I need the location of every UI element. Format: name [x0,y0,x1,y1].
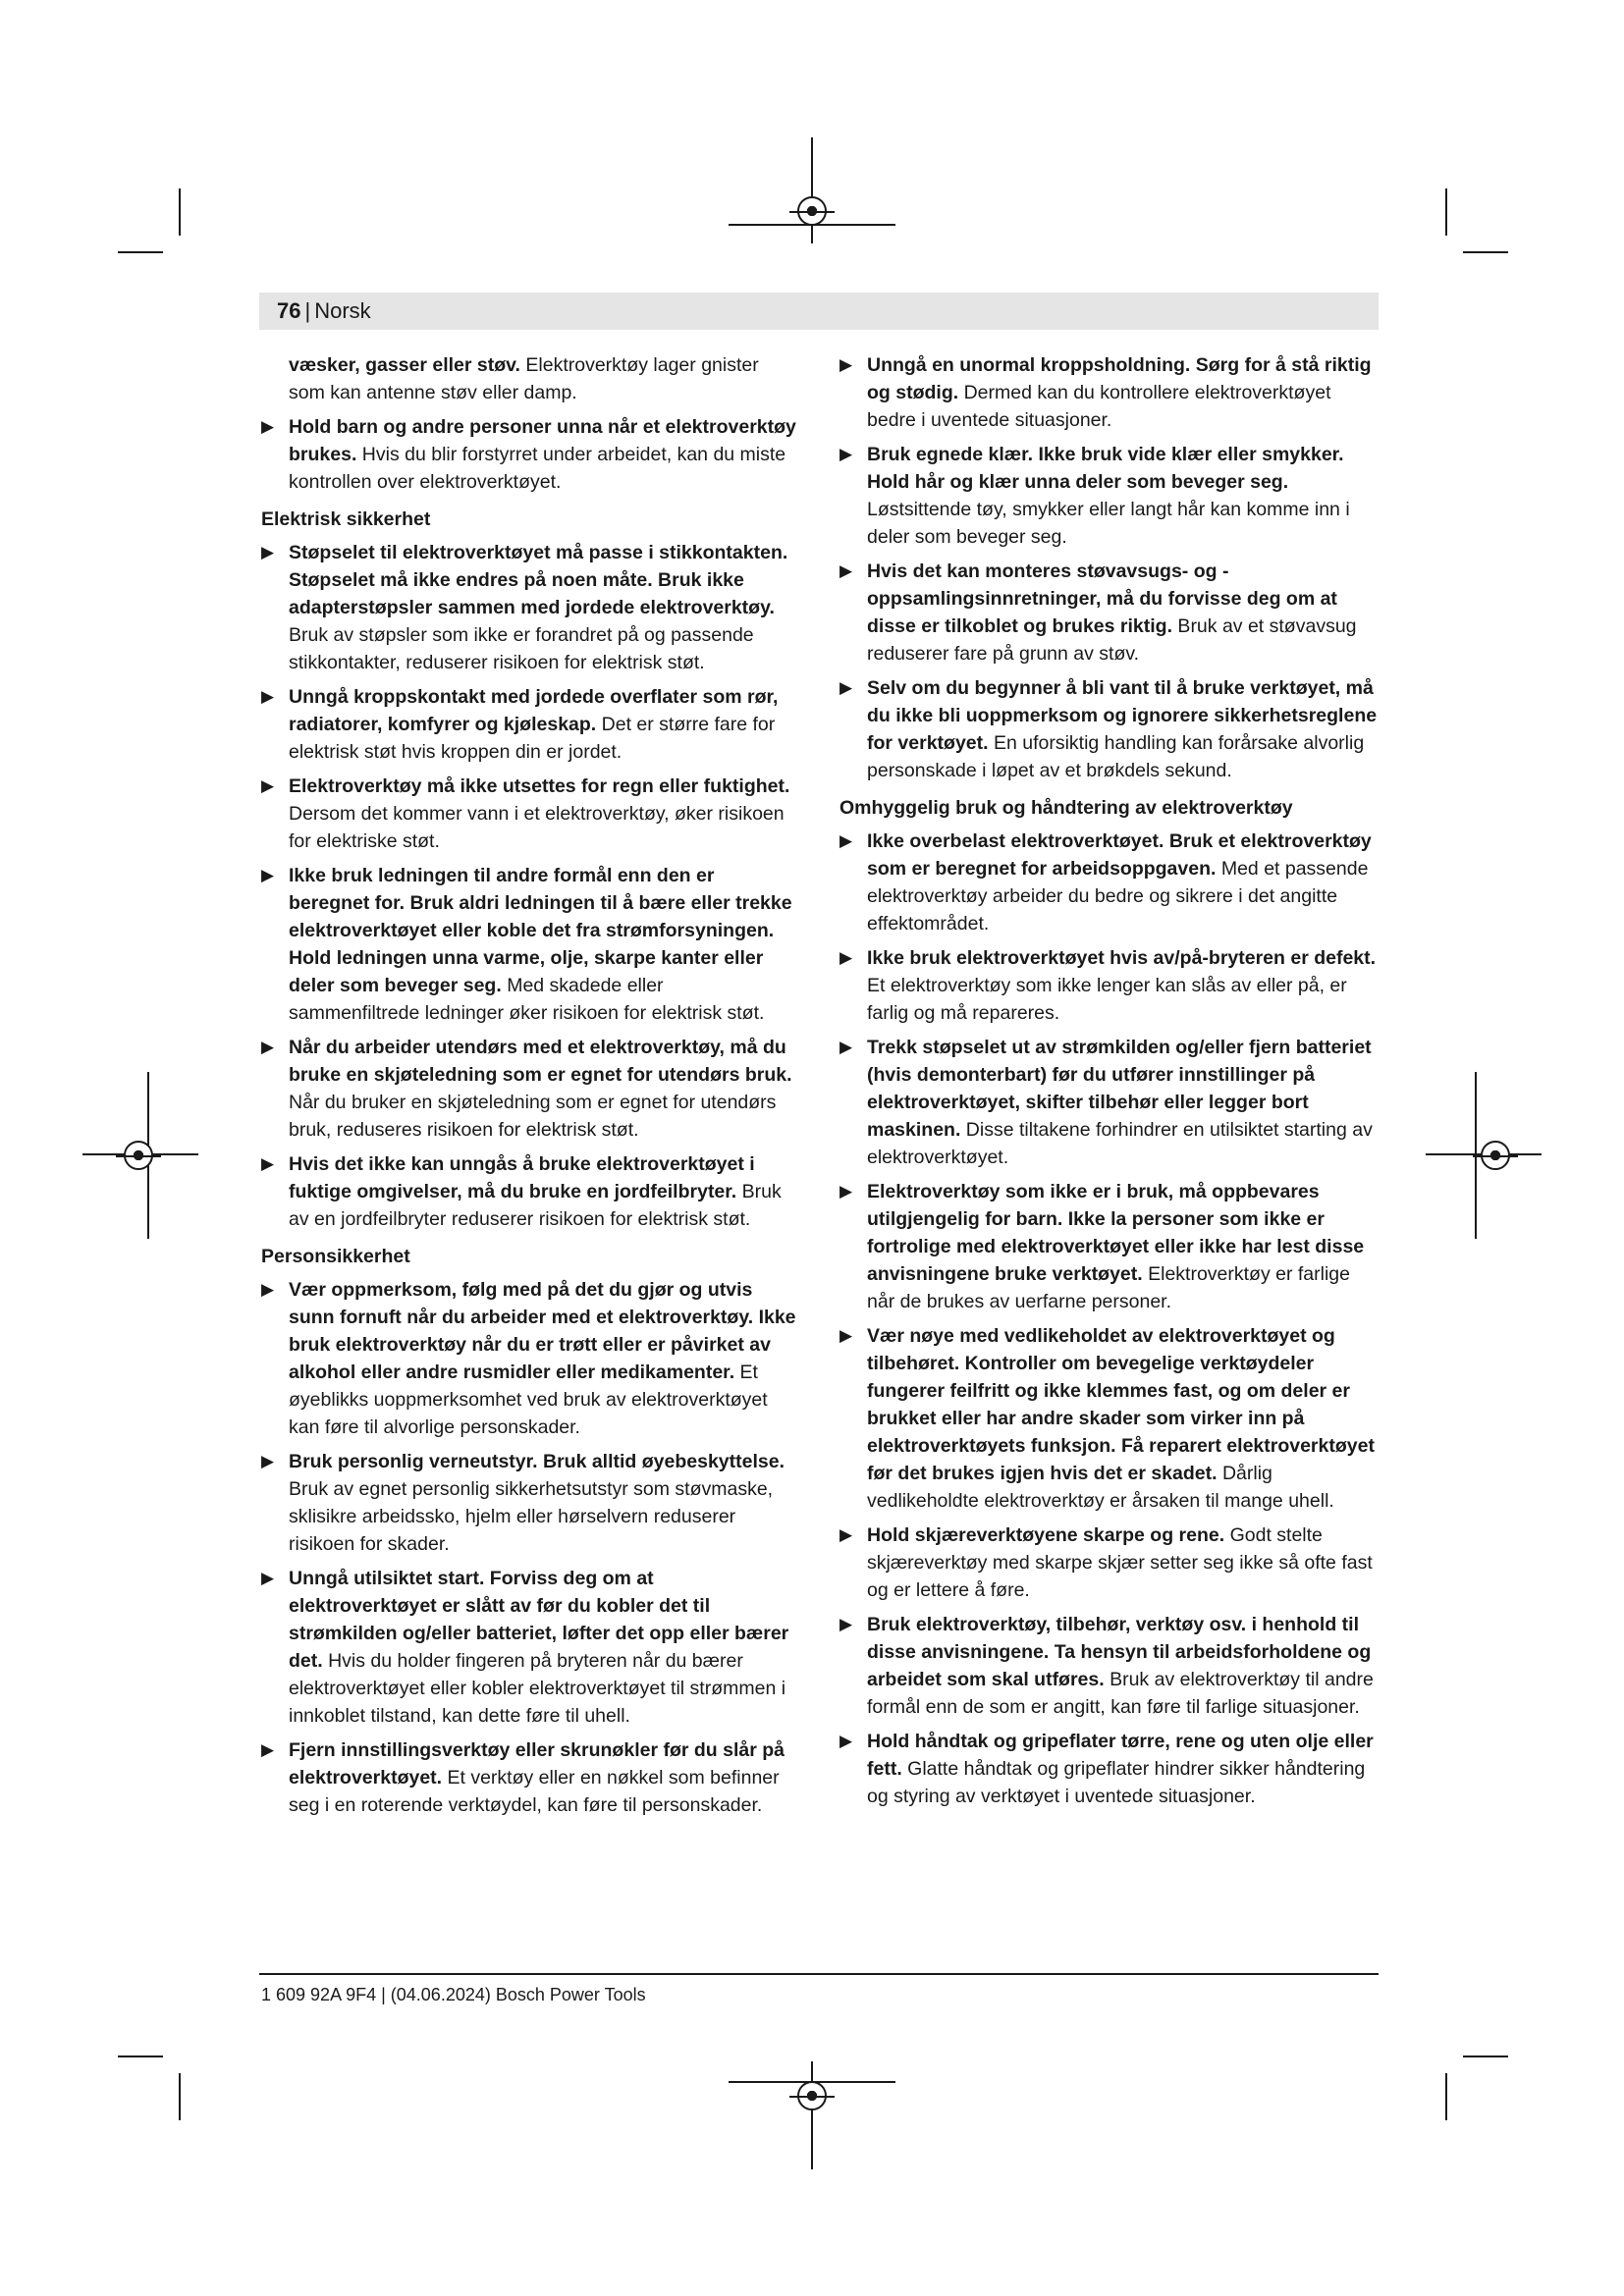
list-item [839,1178,1378,1315]
bullet-arrow-icon: ▶ [839,1038,853,1056]
bold-text: Ikke bruk ledningen til andre formål enn den er beregnet for. Bruk aldri ledningen til å bære eller trekke elektroverktøyet eller koble det fra strømforsyningen. Hold ledningen unna varme, olje, skarpe kanter eller deler som beveger seg. [289,865,792,996]
body-text: En uforsiktig handling kan forårsake alvorlig personskade i løpet av et brøkdels sekund. [867,732,1365,781]
bullet-arrow-icon: ▶ [261,1280,275,1299]
list-item [839,441,1378,551]
registration-mark-icon [1481,1141,1510,1170]
bullet-arrow-icon: ▶ [261,1569,275,1587]
bold-text: Bruk personlig verneutstyr. Bruk alltid øyebeskyttelse. [289,1451,785,1472]
body-text: Et elektroverktøy som ikke lenger kan slås av eller på, er farlig og må repareres. [867,975,1347,1024]
bullet-arrow-icon: ▶ [839,1525,853,1544]
bold-text: Selv om du begynner å bli vant til å bruke verktøyet, må du ikke bli uoppmerksom og ignorere sikkerhetsreglene for verktøyet. [867,677,1378,754]
section-heading: Personsikkerhet [261,1246,410,1267]
bold-text: væsker, gasser eller støv. [289,354,520,376]
list-item [839,1322,1378,1515]
page-number: 76 [277,298,301,323]
page-header [259,293,1379,330]
list-item [261,1565,797,1730]
bold-text: Ikke overbelast elektroverktøyet. Bruk et elektroverktøy som er beregnet for arbeidsoppgaven. [867,830,1372,880]
bold-text: Unngå kroppskontakt med jordede overflater som rør, radiatorer, komfyrer og kjøleskap. [289,686,779,735]
bullet-arrow-icon: ▶ [839,831,853,850]
body-text: Glatte håndtak og gripeflater hindrer sikker håndtering og styring av verktøyet i uventede situasjoner. [867,1758,1366,1807]
bold-text: Vær oppmerksom, følg med på det du gjør og utvis sunn fornuft når du arbeider med et elektroverktøy. Ikke bruk elektroverktøy når du er trøtt eller er påvirket av alkohol eller andre rusmidler eller medikamenter. [289,1279,796,1383]
bold-text: Bruk elektroverktøy, tilbehør, verktøy osv. i henhold til disse anvisningene. Ta hensyn til arbeidsforholdene og arbeidet som skal utføres. [867,1614,1372,1690]
list-item [839,351,1378,434]
bold-text: Ikke bruk elektroverktøyet hvis av/på-bryteren er defekt. [867,947,1377,969]
bullet-arrow-icon: ▶ [261,1452,275,1470]
body-text: Et øyeblikks uoppmerksomhet ved bruk av elektroverktøyet kan føre til alvorlige personskader. [289,1362,768,1438]
bullet-arrow-icon: ▶ [261,687,275,706]
list-item [839,1728,1378,1810]
right-column [839,351,1378,1817]
bullet-arrow-icon: ▶ [261,543,275,561]
body-text: Hvis du blir forstyrret under arbeidet, kan du miste kontrollen over elektroverktøyet. [289,444,786,493]
crop-mark [1463,2056,1508,2057]
list-item [839,1034,1378,1171]
bold-text: Når du arbeider utendørs med et elektroverktøy, må du bruke en skjøteledning som er egnet for utendørs bruk. [289,1037,792,1086]
left-column [261,351,797,1826]
list-item [261,683,797,766]
list-item [261,862,797,1027]
bold-text: Fjern innstillingsverktøy eller skrunøkler før du slår på elektroverktøyet. [289,1739,785,1789]
body-text: Med skadede eller sammenfiltrede ledninger øker risikoen for elektrisk støt. [289,975,765,1024]
section-heading: Elektrisk sikkerhet [261,508,431,530]
list-item [839,1611,1378,1721]
list-item [839,674,1378,784]
list-item [261,1736,797,1819]
registration-mark-icon [797,2081,827,2110]
registration-mark-icon [124,1141,153,1170]
bold-text: Unngå en unormal kroppsholdning. Sørg for å stå riktig og stødig. [867,354,1372,403]
header-language: Norsk [314,298,371,323]
bullet-arrow-icon: ▶ [839,355,853,374]
body-text: Elektroverktøy er farlige når de brukes av uerfarne personer. [867,1263,1350,1312]
registration-mark-icon [797,196,827,226]
registration-line [811,2061,813,2169]
bold-text: Elektroverktøy som ikke er i bruk, må oppbevares utilgjengelig for barn. Ikke la personer som ikke er fortrolige med elektroverktøyet eller ikke har lest disse anvisningene bruke verktøyet. [867,1181,1365,1285]
bullet-arrow-icon: ▶ [839,1615,853,1633]
bold-text: Unngå utilsiktet start. Forviss deg om at elektroverktøyet er slått av før du kobler det til strømkilden og/eller batteriet, løfter det opp eller bærer det. [289,1568,789,1672]
section-heading: Omhyggelig bruk og håndtering av elektroverktøy [839,797,1293,819]
list-item [839,828,1378,937]
bold-text: Støpselet til elektroverktøyet må passe i stikkontakten. Støpselet må ikke endres på noen måte. Bruk ikke adapterstøpsler sammen med jordede elektroverktøy. [289,542,788,618]
bullet-arrow-icon: ▶ [839,445,853,463]
bullet-arrow-icon: ▶ [839,678,853,697]
list-item [261,1276,797,1441]
list-item [839,1522,1378,1604]
body-text: Bruk av egnet personlig sikkerhetsutstyr som støvmaske, sklisikre arbeidssko, hjelm eller hørselvern reduserer risikoen for skader. [289,1478,774,1555]
bold-text: Trekk støpselet ut av strømkilden og/eller fjern batteriet (hvis demonterbart) før du utfører innstillinger på elektroverktøyet, skifter tilbehør eller legger bort maskinen. [867,1037,1372,1141]
body-text: Når du bruker en skjøteledning som er egnet for utendørs bruk, reduseres risikoen for elektrisk støt. [289,1092,777,1141]
body-text: Et verktøy eller en nøkkel som befinner seg i en roterende verktøydel, kan føre til personskader. [289,1767,780,1816]
body-text: Bruk av et støvavsug reduserer fare på grunn av støv. [867,615,1357,665]
bold-text: Hold barn og andre personer unna når et elektroverktøy brukes. [289,416,796,465]
bullet-arrow-icon: ▶ [839,1182,853,1201]
bullet-arrow-icon: ▶ [839,561,853,580]
header-separator: | [304,298,311,323]
bullet-arrow-icon: ▶ [261,1740,275,1759]
list-item [261,413,797,496]
body-text: Bruk av en jordfeilbryter reduserer risikoen for elektrisk støt. [289,1181,782,1230]
registration-line [811,137,813,243]
crop-mark [1463,251,1508,253]
body-text: Det er større fare for elektrisk støt hvis kroppen din er jordet. [289,714,776,763]
bullet-arrow-icon: ▶ [261,776,275,795]
body-text: Disse tiltakene forhindrer en utilsiktet starting av elektroverktøyet. [867,1119,1373,1168]
list-item [261,1448,797,1558]
body-text: Bruk av elektroverktøy til andre formål enn de som er angitt, kan føre til farlige situasjoner. [867,1669,1374,1718]
bold-text: Hvis det ikke kan unngås å bruke elektroverktøyet i fuktige omgivelser, må du bruke en jordfeilbryter. [289,1153,755,1202]
bold-text: Hold håndtak og gripeflater tørre, rene og uten olje eller fett. [867,1731,1374,1780]
crop-mark [1445,188,1447,236]
crop-mark [118,251,163,253]
bold-text: Hold skjæreverktøyene skarpe og rene. [867,1524,1225,1546]
body-text: Godt stelte skjæreverktøy med skarpe skjær setter seg ikke så ofte fast og er lettere å føre. [867,1524,1373,1601]
bold-text: Elektroverktøy må ikke utsettes for regn eller fuktighet. [289,775,790,797]
crop-mark [118,2056,163,2057]
bullet-arrow-icon: ▶ [261,417,275,436]
bold-text: Bruk egnede klær. Ikke bruk vide klær eller smykker. Hold hår og klær unna deler som beveger seg. [867,444,1344,493]
body-text: Dårlig vedlikeholdte elektroverktøy er årsaken til mange uhell. [867,1463,1334,1512]
body-text: Med et passende elektroverktøy arbeider du bedre og sikrere i det angitte effektområdet. [867,858,1369,934]
list-item [839,944,1378,1027]
body-text: Dermed kan du kontrollere elektroverktøyet bedre i uventede situasjoner. [867,382,1331,431]
crop-mark [179,2073,181,2120]
crop-mark [179,188,181,236]
page-footer: 1 609 92A 9F4 | (04.06.2024) Bosch Power Tools [261,1985,646,2004]
bullet-arrow-icon: ▶ [261,866,275,884]
list-item [261,1150,797,1233]
bold-text: Vær nøye med vedlikeholdet av elektroverktøyet og tilbehøret. Kontroller om bevegelige verktøydeler fungerer feilfritt og ikke klemmes fast, og om deler er brukket eller har andre skader som virker inn på elektroverktøyets funksjon. Få reparert elektroverktøyet før det brukes igjen hvis det er skadet. [867,1325,1375,1484]
body-text: Bruk av støpsler som ikke er forandret på og passende stikkontakter, reduserer risikoen for elektrisk støt. [289,624,754,673]
footer-rule [259,1973,1379,1975]
bold-text: Hvis det kan monteres støvavsugs- og -oppsamlingsinnretninger, må du forvisse deg om at disse er tilkoblet og brukes riktig. [867,561,1337,637]
continued-paragraph [261,351,797,406]
bullet-arrow-icon: ▶ [261,1154,275,1173]
body-text: Elektroverktøy lager gnister som kan antenne støv eller damp. [289,354,759,403]
bullet-arrow-icon: ▶ [839,1326,853,1345]
list-item [839,558,1378,667]
bullet-arrow-icon: ▶ [839,948,853,967]
bullet-arrow-icon: ▶ [839,1732,853,1750]
bullet-arrow-icon: ▶ [261,1038,275,1056]
list-item [261,1034,797,1144]
list-item [261,539,797,676]
body-text: Dersom det kommer vann i et elektroverktøy, øker risikoen for elektriske støt. [289,803,785,852]
body-text: Hvis du holder fingeren på bryteren når du bærer elektroverktøyet eller kobler elektroverktøyet til strømmen i innkoblet tilstand, kan dette føre til uhell. [289,1650,786,1727]
body-text: Løstsittende tøy, smykker eller langt hår kan komme inn i deler som beveger seg. [867,499,1350,548]
crop-mark [1445,2073,1447,2120]
list-item [261,773,797,855]
